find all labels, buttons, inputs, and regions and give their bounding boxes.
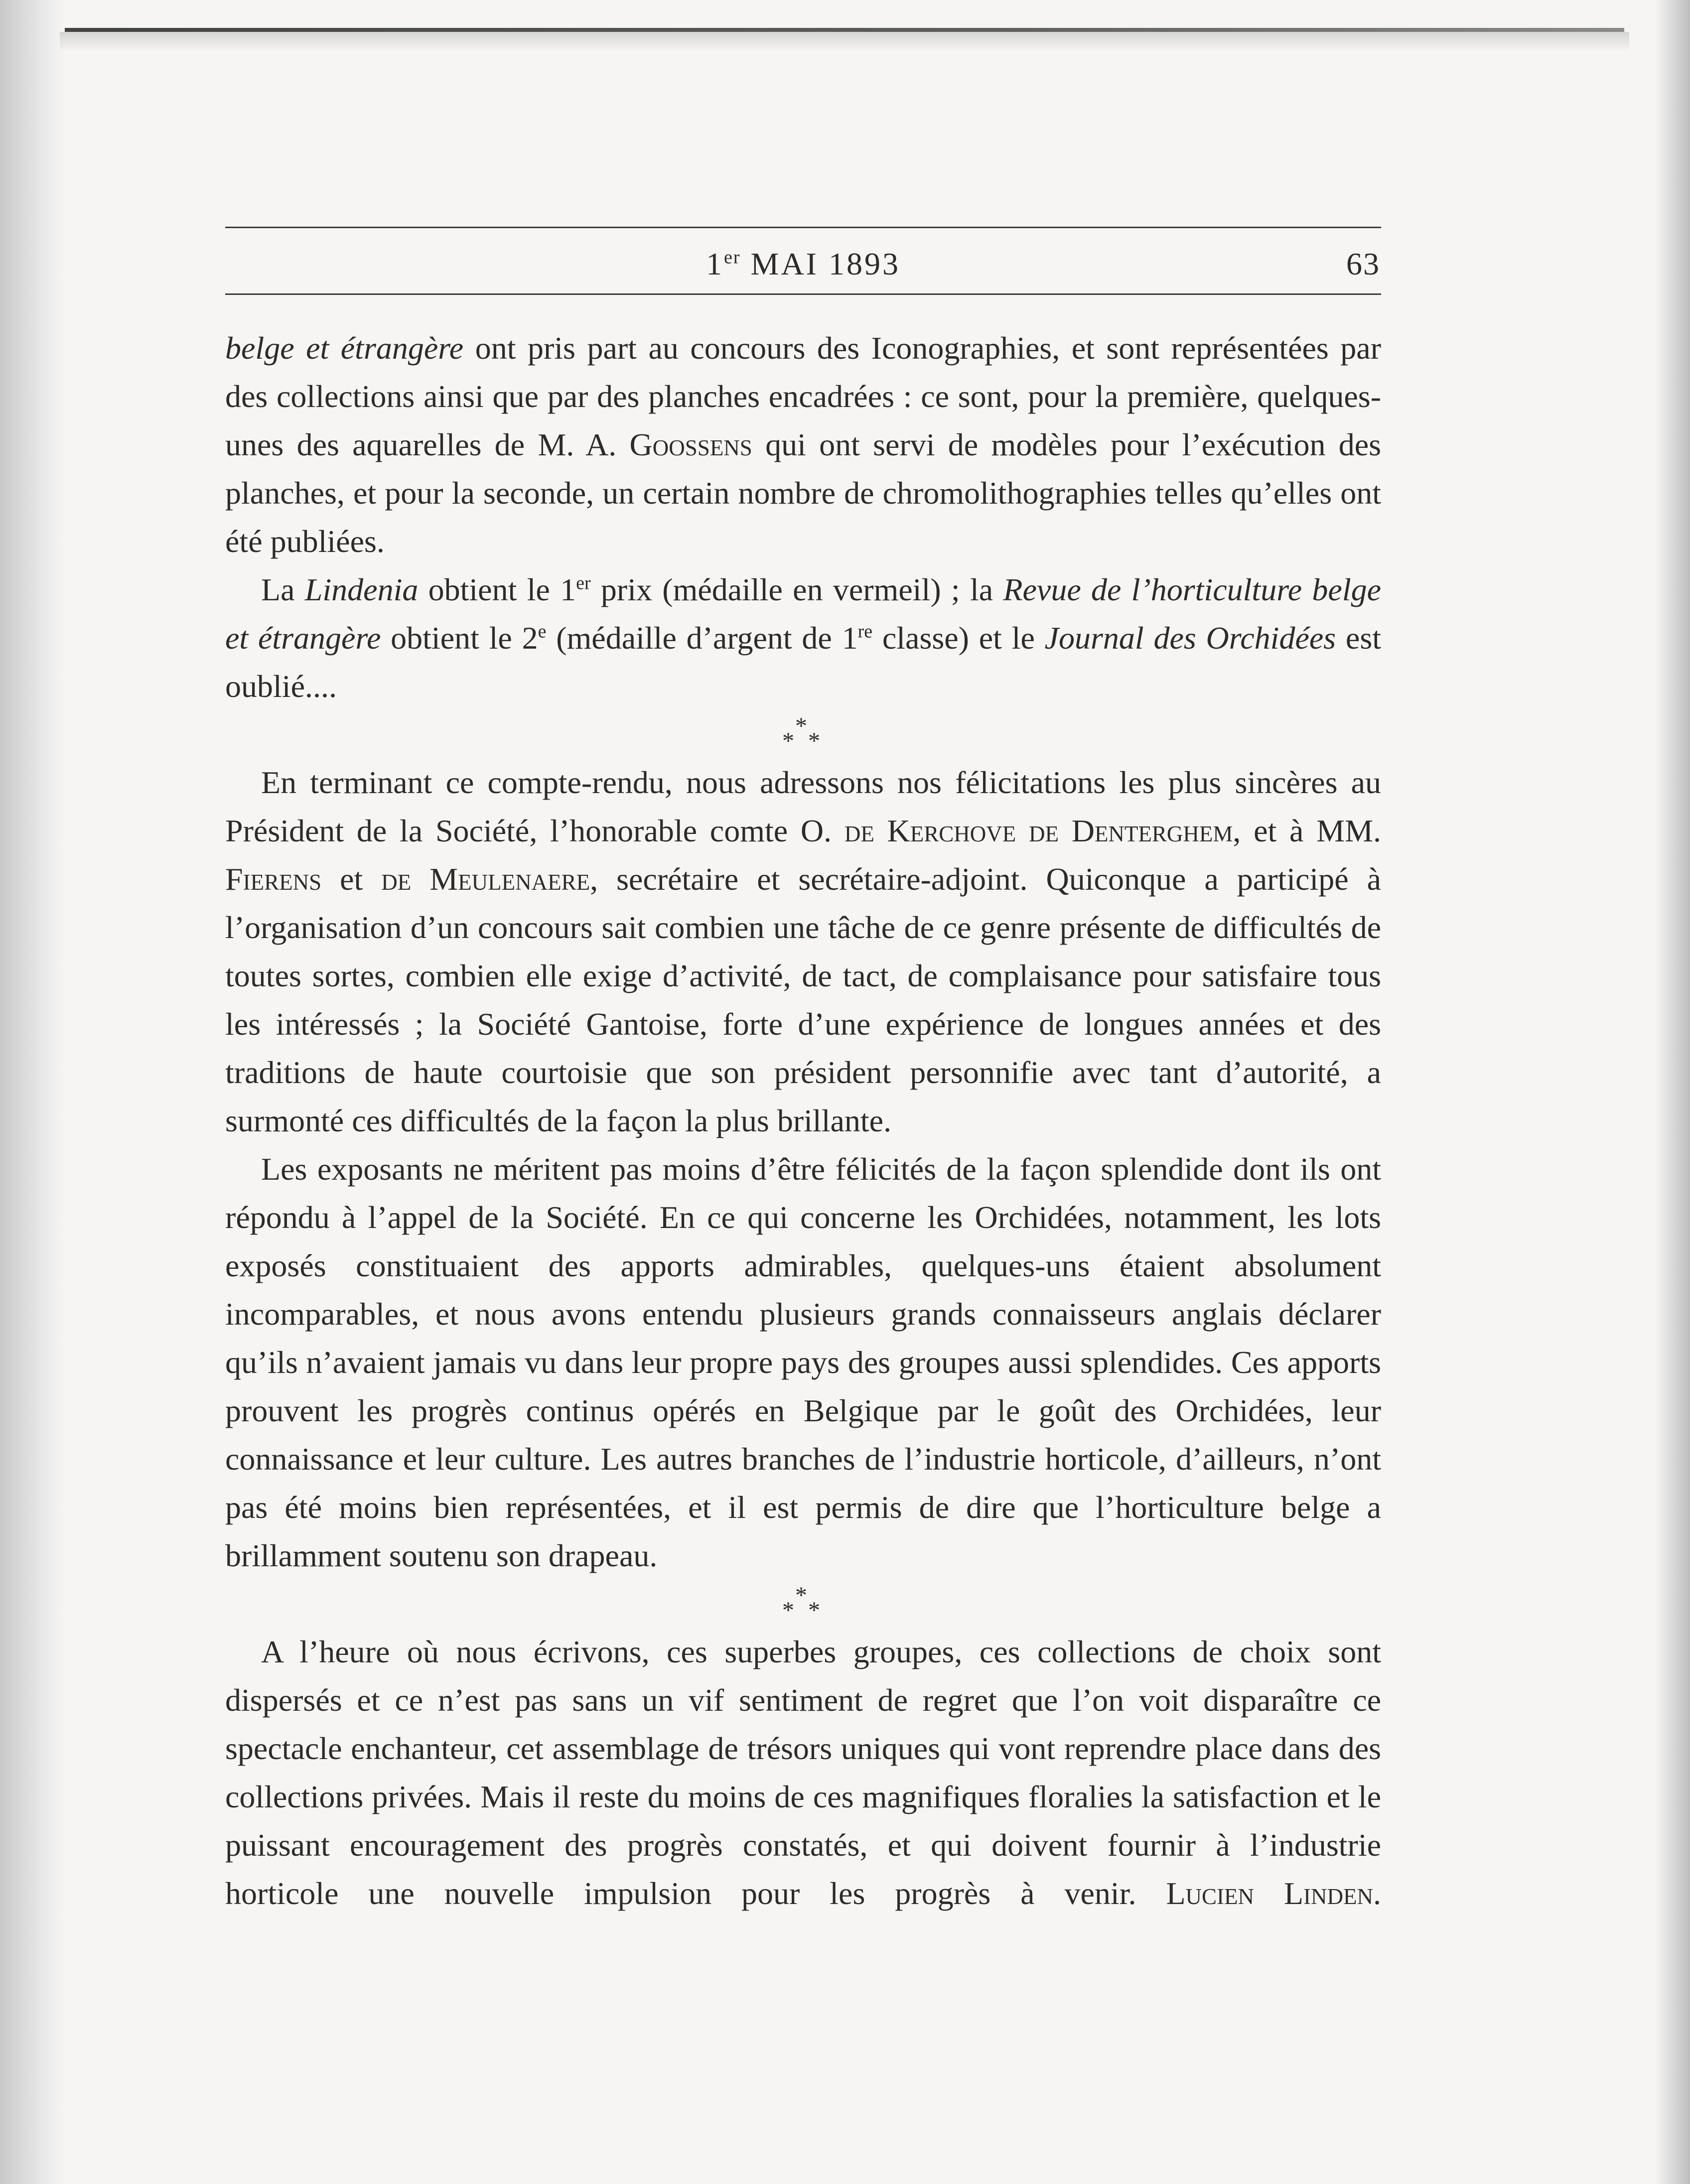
name-goossens: Goossens (629, 427, 752, 462)
author-signature: Lucien Linden. (1166, 1876, 1382, 1911)
paragraph-5-text: A l’heure où nous écrivons, ces superbes groupes, ces collections de choix sont dispersés et ce n’est pas sans un vif sentiment de regret que l’on voit disparaître ce spectacle enchanteur, cet assemblage de trésors uniques qui vont reprendre place dans des collections privées. Mais il reste du moins de ces magnifiques floralies la satisfaction et le puissant encouragement des progrès constatés, et qui doivent fournir à l’industrie horticole une nouvelle impulsion pour les progrès à venir. (225, 1634, 1381, 1911)
paragraph-2-text-f: classe) et le (872, 620, 1045, 656)
name-kerchove: de Kerchove de Denterghem (844, 813, 1233, 848)
header-date-day: 1 (706, 246, 724, 281)
header-date-month-year: MAI 1893 (740, 246, 900, 281)
header-date-ordinal: er (724, 247, 741, 268)
name-meulenaere: de Meulenaere (381, 861, 590, 897)
asterism-star: * (782, 728, 794, 754)
page-number: 63 (1346, 246, 1380, 281)
section-divider-asterism-1 (225, 710, 1381, 758)
scan-left-shadow (0, 0, 65, 2184)
title-revue-horticulture: Revue de l’horticulture belge et étrangère (225, 572, 1382, 656)
header-date (225, 246, 1381, 282)
title-lindenia: Lindenia (304, 572, 419, 607)
paragraph-3-text-a: En terminant ce compte-rendu, nous adressons nos félicitations les plus sincères au Président de la Société, l’honorable comte O. (225, 765, 1381, 848)
ordinal-premiere: re (857, 621, 873, 642)
scan-right-shadow (1655, 0, 1690, 2184)
paragraph-2-text-d: obtient le 2 (381, 620, 538, 656)
paragraph-2-text-g: est oublié.... (225, 620, 1381, 704)
paragraph-3 (225, 758, 1381, 1145)
paragraph-2-text-a: La (261, 572, 305, 607)
paragraph-3-text-b: , et à MM. (1233, 813, 1381, 848)
asterism-star: * (808, 1597, 820, 1624)
paragraph-5 (225, 1628, 1381, 1966)
scan-top-shading (60, 32, 1629, 52)
asterism-star: * (795, 713, 807, 739)
paragraph-4: Les exposants ne méritent pas moins d’être félicités de la façon splendide dont ils ont répondu à l’appel de la Société. En ce qui concerne les Orchidées, notamment, les lots exposés constituaient des apports admirables, quelques-uns étaient absolument incomparables, et nous avons entendu plusieurs grands connaisseurs anglais déclarer qu’ils n’avaient jamais vu dans leur propre pays des groupes aussi splendides. Ces apports prouvent les progrès continus opérés en Belgique par le goût des Orchidées, leur connaissance et leur culture. Les autres branches de l’industrie horticole, d’ailleurs, n’ont pas été moins bien représentées, et il est permis de dire que l’horticulture belge a brillamment soutenu son drapeau. (225, 1151, 1381, 1573)
paragraph-1-text-a: ont pris part au concours des Iconographies, et sont représentées par des collections ainsi que par des planches encadrées : ce sont, pour la première, quelques-unes des aquarelles de M. A. (225, 330, 1382, 462)
name-fierens: Fierens (225, 861, 322, 897)
paragraph-2-text-e: (médaille d’argent de 1 (546, 620, 858, 656)
asterism-star: * (795, 1582, 807, 1609)
paragraph-3-text-c: et (321, 861, 382, 897)
paragraph-1 (225, 324, 1381, 565)
paragraph-2-text-c: prix (médaille en vermeil) ; la (590, 572, 1003, 607)
journal-title-italic: belge et étrangère (225, 330, 464, 366)
section-divider-asterism-2 (225, 1580, 1381, 1628)
asterism-star: * (782, 1597, 794, 1624)
article-body (225, 324, 1381, 1966)
paragraph-2-text-b: obtient le 1 (418, 572, 576, 607)
asterism-star: * (808, 728, 820, 754)
scan-top-edge (65, 28, 1624, 32)
paragraph-3-text-d: , secrétaire et secrétaire-adjoint. Quiconque a participé à l’organisation d’un concours sait combien une tâche de ce genre présente de difficultés de toutes sortes, combien elle exige d’activité, de tact, de complaisance pour satisfaire tous les intéressés ; la Société Gantoise, forte d’une expérience de longues années et des traditions de haute courtoisie que son président personnifie avec tant d’autorité, a surmonté ces difficultés de la façon la plus brillante. (225, 861, 1382, 1138)
header-rule-bottom (225, 293, 1381, 295)
ordinal-premier: er (576, 572, 591, 594)
header-rule-top (225, 227, 1381, 228)
ordinal-deuxieme: e (538, 621, 547, 642)
page-header (225, 227, 1381, 301)
paragraph-2 (225, 565, 1381, 710)
title-journal-orchidees: Journal des Orchidées (1044, 620, 1336, 656)
paragraph-1-text-b: qui ont servi de modèles pour l’exécution des planches, et pour la seconde, un certain nombre de chromolithographies telles qu’elles ont été publiées. (225, 427, 1382, 559)
